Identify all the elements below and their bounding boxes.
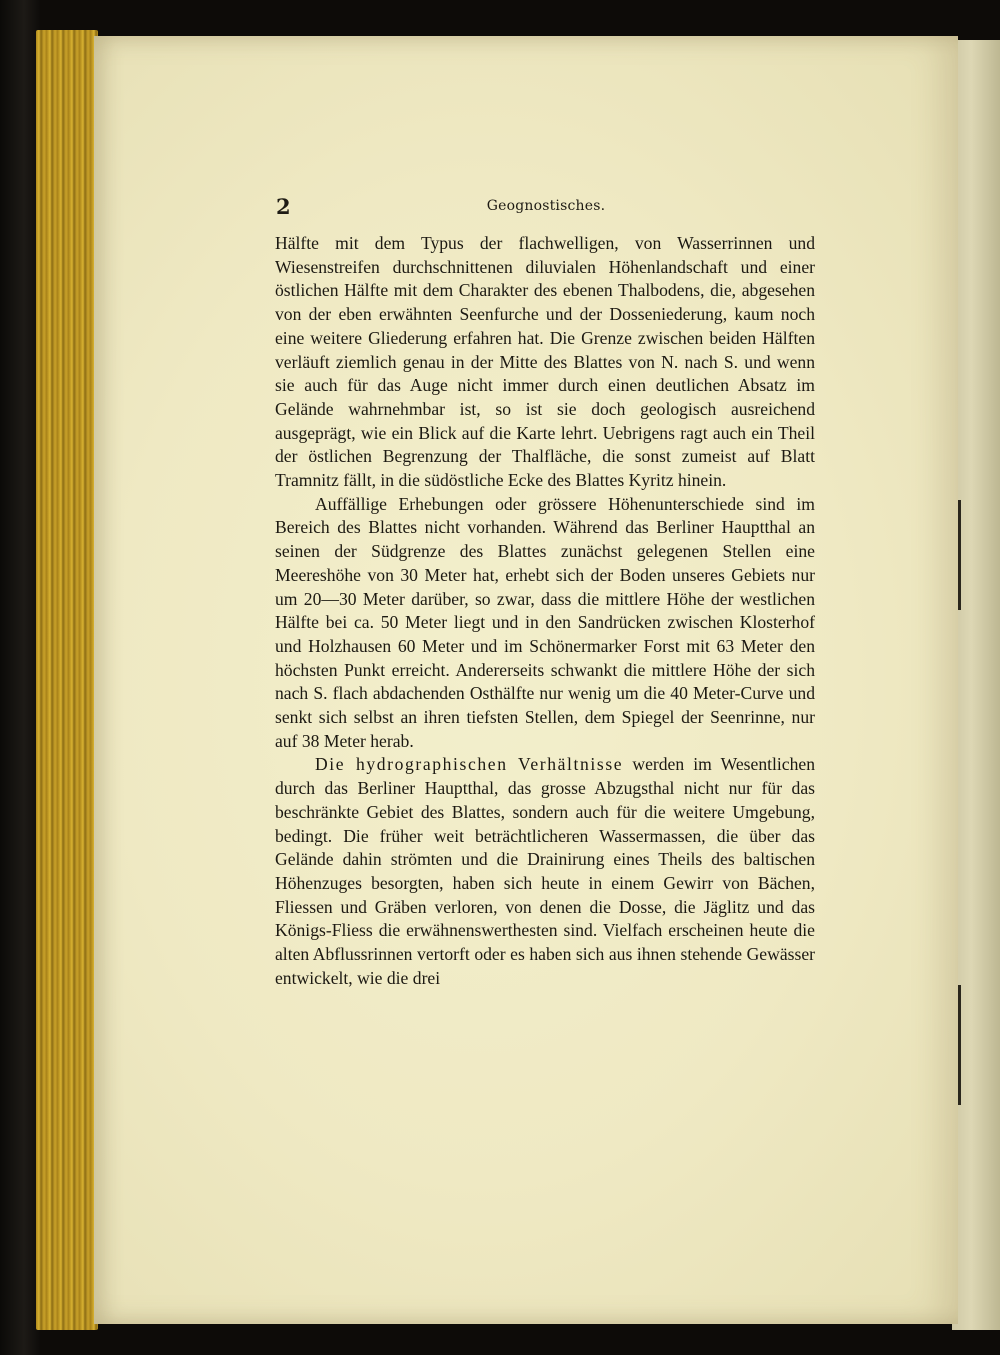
spaced-lead-phrase: Die hydrographischen Verhältnisse <box>315 754 624 775</box>
running-head: Geognostisches. <box>486 198 606 214</box>
adjacent-page-edge <box>952 40 1000 1330</box>
paragraph-continuation: werden im Wesentlichen durch das Berliner Hauptthal, das grosse Abzugsthal nicht nur für das beschränkte Gebiet des Blattes, sondern auch für die weitere Umgebung, bedingt. Die früher weit beträchtlicheren Wassermassen, die über das Gelände dahin strömten und die Drainirung eines Theils des baltischen Höhenzuges besorgten, haben sich heute in einem Gewirr von Bächen, Fliessen und Gräben verloren, von denen die Dosse, die Jäglitz und das Königs-Fliess die erwähnenswerthesten sind. Vielfach erscheinen heute die alten Abflussrinnen vertorft oder es haben sich aus ihnen stehende Gewässer entwickelt, wie die drei <box>275 754 816 988</box>
paragraph: Hälfte mit dem Typus der flachwelligen, von Wasserrinnen und Wiesenstreifen durchschnittenen diluvialen Höhenlandschaft und einer östlichen Hälfte mit dem Charakter des ebenen Thalbodens, die, abgesehen von der eben erwähnten Seenfurche und der Dosseniederung, kaum noch eine weitere Gliederung erfahren hat. Die Grenze zwischen beiden Hälften verläuft ziemlich genau in der Mitte des Blattes von N. nach S. und wenn sie auch für das Auge nicht immer durch einen deutlichen Absatz im Gelände wahrnehmbar ist, so ist sie doch geologisch ausreichend ausgeprägt, wie ein Blick auf die Karte lehrt. Uebrigens ragt auch ein Theil der östlichen Begrenzung der Thalfläche, die sonst zumeist auf Blatt Tramnitz fällt, in die südöstliche Ecke des Blattes Kyritz hinein. <box>275 233 815 491</box>
page-number: 2 <box>276 194 291 219</box>
book-spine-edge <box>0 0 40 1355</box>
gilt-page-edges <box>36 30 98 1330</box>
page-edge-mark <box>958 985 961 1105</box>
page-edge-mark <box>958 500 961 610</box>
paragraph <box>275 753 815 990</box>
page-header <box>276 194 816 224</box>
paragraph: Auffällige Erhebungen oder grössere Höhenunterschiede sind im Bereich des Blattes nicht vorhanden. Während das Berliner Hauptthal an seinen der Südgrenze des Blattes zunächst gelegenen Stellen eine Meereshöhe von 30 Meter hat, erhebt sich der Boden unseres Gebiets nur um 20—30 Meter darüber, so zwar, dass die mittlere Höhe der westlichen Hälfte bei ca. 50 Meter liegt und in den Sandrücken zwischen Klosterhof und Holzhausen 60 Meter und im Schönermarker Forst mit 63 Meter den höchsten Punkt erreicht. Andererseits schwankt die mittlere Höhe der sich nach S. flach abdachenden Osthälfte nur wenig um die 40 Meter-Curve und senkt sich selbst an ihren tiefsten Stellen, dem Spiegel der Seenrinne, nur auf 38 Meter herab. <box>275 493 815 751</box>
body-text <box>275 232 815 991</box>
